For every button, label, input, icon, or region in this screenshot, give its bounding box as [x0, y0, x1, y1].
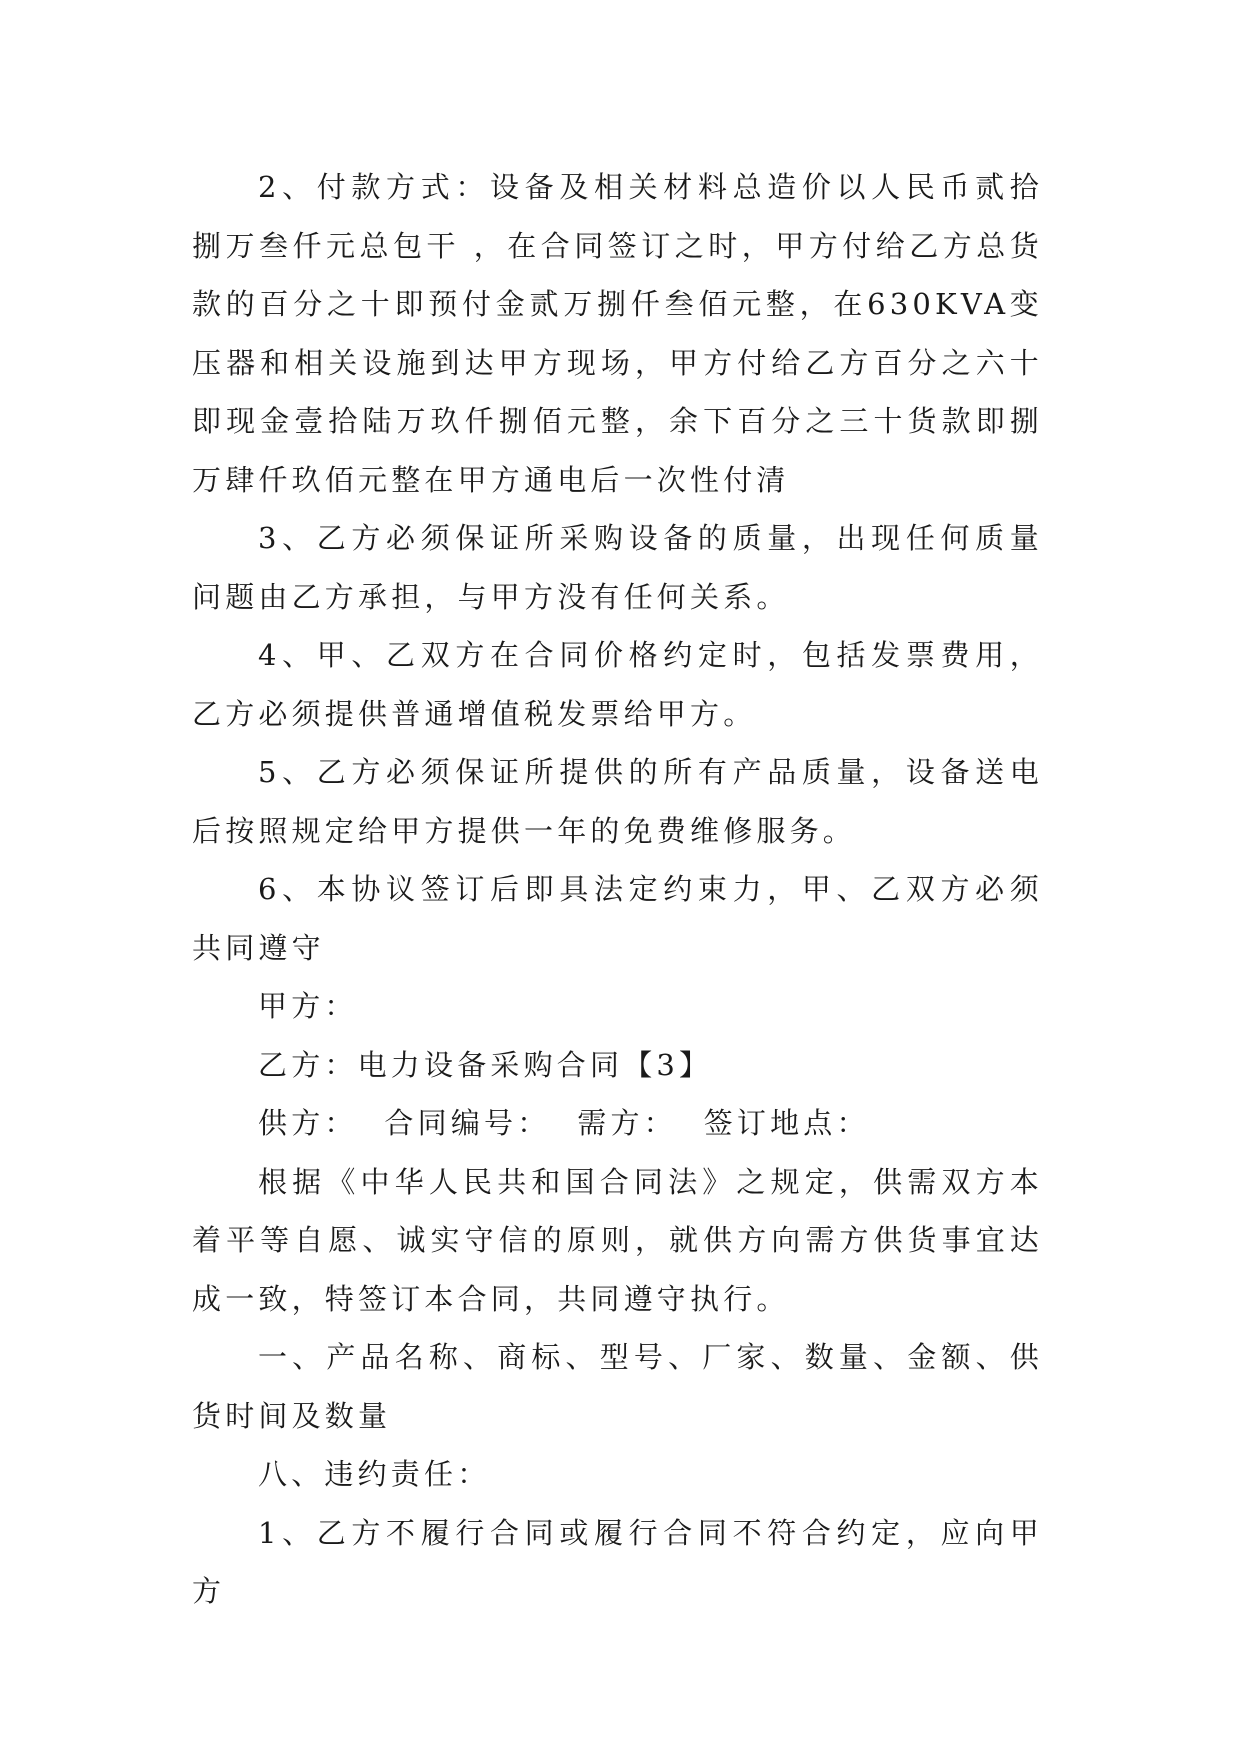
clause-2-payment: 2、付款方式：设备及相关材料总造价以人民币贰拾捌万叁仟元总包干 ，在合同签订之时，甲方付给乙方总货款的百分之十即预付金贰万捌仟叁佰元整，在630KVA变压器和相关设施到达甲方现场，甲方付给乙方百分之六十即现金壹拾陆万玖仟捌佰元整，余下百分之三十货款即捌万肆仟玖佰元整在甲方通电后一次性付清: [192, 170, 1043, 497]
party-a-label: 甲方：: [258, 989, 358, 1023]
section-8-heading: 八、违约责任：: [258, 1457, 491, 1491]
section-1-products: 一、产品名称、商标、型号、厂家、数量、金额、供货时间及数量: [192, 1340, 1043, 1433]
clause-3-quality: 3、乙方必须保证所采购设备的质量，出现任何质量问题由乙方承担，与甲方没有任何关系。: [192, 521, 1043, 614]
document-page: [192, 158, 1043, 1621]
contract-header-fields: 供方： 合同编号： 需方： 签订地点：: [258, 1106, 870, 1140]
clause-5-warranty: 5、乙方必须保证所提供的所有产品质量，设备送电后按照规定给甲方提供一年的免费维修服务。: [192, 755, 1043, 848]
liability-clause-1: 1、乙方不履行合同或履行合同不符合约定，应向甲方: [192, 1515, 1043, 1608]
preamble: 根据《中华人民共和国合同法》之规定，供需双方本着平等自愿、诚实守信的原则，就供方向需方供货事宜达成一致，特签订本合同，共同遵守执行。: [192, 1164, 1043, 1316]
party-b-contract-title: 乙方：电力设备采购合同【3】: [258, 1047, 713, 1082]
clause-6-binding: 6、本协议签订后即具法定约束力，甲、乙双方必须共同遵守: [192, 872, 1043, 965]
clause-4-invoice: 4、甲、乙双方在合同价格约定时，包括发票费用，乙方必须提供普通增值税发票给甲方。: [192, 638, 1043, 731]
